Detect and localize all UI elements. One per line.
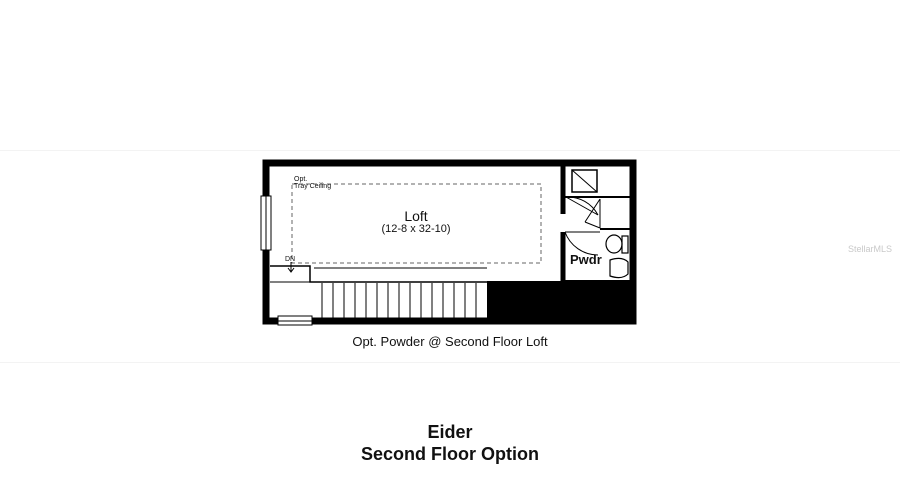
sink <box>610 258 628 277</box>
toilet-tank <box>622 236 628 253</box>
plan-title-model: Eider <box>427 422 473 442</box>
solid-block-area <box>487 281 633 321</box>
watermark: StellarMLS <box>848 244 893 254</box>
stair-down-label: DN <box>285 256 296 263</box>
tray-ceiling-label-line1: Opt. <box>294 176 308 183</box>
powder-room-label: Pwdr <box>570 252 602 267</box>
room-dimensions: (12-8 x 32-10) <box>381 223 451 235</box>
room-name-loft: Loft <box>404 208 428 224</box>
closet-door-swing <box>566 197 598 215</box>
tray-ceiling-label-line2: Tray Ceiling <box>294 183 332 190</box>
plan-title-option: Second Floor Option <box>361 444 539 464</box>
plan-caption: Opt. Powder @ Second Floor Loft <box>352 334 548 349</box>
toilet-bowl <box>606 235 622 253</box>
stair-treads <box>322 283 476 318</box>
